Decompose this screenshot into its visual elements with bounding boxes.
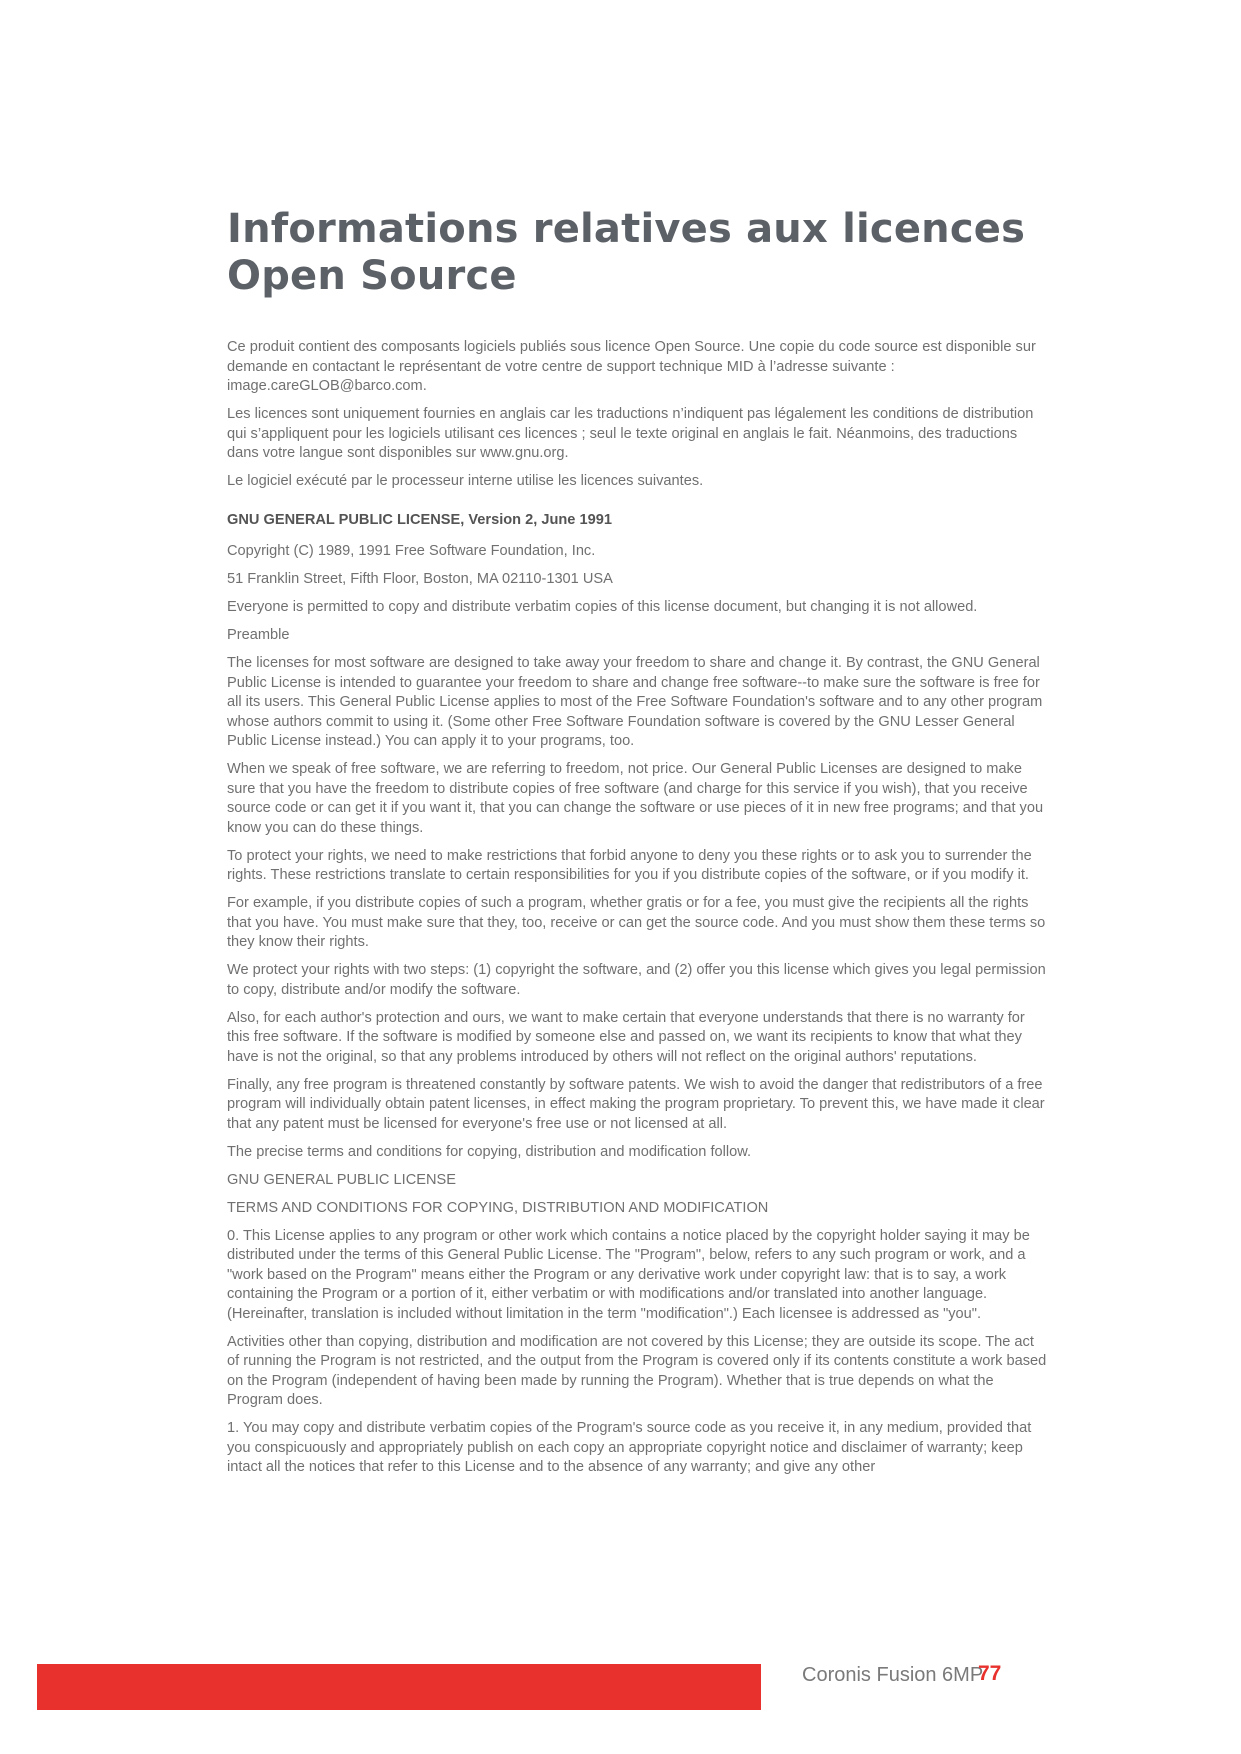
license-paragraph: For example, if you distribute copies of such a program, whether gratis or for a fee, you must give the recipients all the rights that you have. You must make sure that they, too, receive or can get the source code. And you must show them these terms so they know their rights. <box>227 895 1046 950</box>
license-paragraph: To protect your rights, we need to make restrictions that forbid anyone to deny you these rights or to ask you to surrender the rights. These restrictions translate to certain responsibilities for you if you distribute copies of the software, or if you modify it. <box>227 847 1032 883</box>
intro-paragraph: Les licences sont uniquement fournies en anglais car les traductions n’indiquent pas légalement les conditions de distribution qui s’appliquent pour les logiciels utilisant ces licences ; seul le texte original en anglais le fait. Néanmoins, des traductions dans votre langue sont disponibles sur www.gnu.org. <box>227 406 1034 461</box>
license-paragraph: Everyone is permitted to copy and distribute verbatim copies of this license document, but changing it is not allowed. <box>227 599 978 615</box>
footer-page-number: 77 <box>978 1662 1002 1685</box>
license-paragraph: The licenses for most software are designed to take away your freedom to share and change it. By contrast, the GNU General Public License is intended to guarantee your freedom to share and change free software--to make sure the software is free for all its users. This General Public License applies to most of the Free Software Foundation's software and to any other program whose authors commit to using it. (Some other Free Software Foundation software is covered by the GNU Lesser General Public License instead.) You can apply it to your programs, too. <box>227 655 1043 749</box>
license-paragraph: 1. You may copy and distribute verbatim copies of the Program's source code as you receive it, in any medium, provided that you conspicuously and appropriately publish on each copy an appropriate copyright notice and disclaimer of warranty; keep intact all the notices that refer to this License and to the absence of any warranty; and give any other <box>227 1420 1032 1475</box>
license-paragraph: When we speak of free software, we are referring to freedom, not price. Our General Public Licenses are designed to make sure that you have the freedom to distribute copies of free software (and charge for this service if you wish), that you receive source code or can get it if you want it, that you can change the software or use pieces of it in new free programs; and that you know you can do these things. <box>227 761 1044 836</box>
license-paragraph: Also, for each author's protection and ours, we want to make certain that everyone understands that there is no warranty for this free software. If the software is modified by someone else and passed on, we want its recipients to know that what they have is not the original, so that any problems introduced by others will not reflect on the original authors' reputations. <box>227 1009 1025 1065</box>
page-title: Informations relatives aux licences Open Source <box>227 206 1026 299</box>
license-paragraph: Finally, any free program is threatened constantly by software patents. We wish to avoid the danger that redistributors of a free program will individually obtain patent licenses, in effect making the program proprietary. To prevent this, we have made it clear that any patent must be licensed for everyone's free use or not licensed at all. <box>227 1076 1045 1132</box>
footer-product-name: Coronis Fusion 6MP <box>802 1664 984 1686</box>
intro-paragraph: Le logiciel exécuté par le processeur interne utilise les licences suivantes. <box>227 473 704 489</box>
intro-paragraph: Ce produit contient des composants logiciels publiés sous licence Open Source. Une copie du code source est disponible sur demande en contactant le représentant de votre centre de support technique MID à l’adresse suivante : image.careGLOB@barco.com. <box>227 339 1036 394</box>
footer-accent-bar <box>37 1664 761 1710</box>
license-paragraph: 0. This License applies to any program or other work which contains a notice placed by the copyright holder saying it may be distributed under the terms of this General Public License. The "Program", below, refers to any such program or work, and a "work based on the Program" means either the Program or any derivative work under copyright law: that is to say, a work containing the Program or a portion of it, either verbatim or with modifications and/or translated into another language. (Hereinafter, translation is included without limitation in the term "modification".) Each licensee is addressed as "you". <box>227 1227 1030 1322</box>
license-paragraph: The precise terms and conditions for copying, distribution and modification follow. <box>227 1143 752 1160</box>
license-paragraph: 51 Franklin Street, Fifth Floor, Boston, MA 02110-1301 USA <box>227 571 613 587</box>
license-paragraph: Activities other than copying, distribution and modification are not covered by this License; they are outside its scope. The act of running the Program is not restricted, and the output from the Program is covered only if its contents constitute a work based on the Program (independent of having been made by running the Program). Whether that is true depends on what the Program does. <box>227 1333 1047 1408</box>
license-paragraph: GNU GENERAL PUBLIC LICENSE <box>227 1171 456 1188</box>
document-body <box>227 338 1047 1486</box>
license-heading: GNU GENERAL PUBLIC LICENSE, Version 2, June 1991 <box>227 511 612 528</box>
license-paragraph: Copyright (C) 1989, 1991 Free Software Foundation, Inc. <box>227 543 596 559</box>
license-paragraph: Preamble <box>227 627 290 643</box>
license-paragraph: TERMS AND CONDITIONS FOR COPYING, DISTRIBUTION AND MODIFICATION <box>227 1199 769 1216</box>
license-paragraph: We protect your rights with two steps: (1) copyright the software, and (2) offer you this license which gives you legal permission to copy, distribute and/or modify the software. <box>227 962 1046 998</box>
